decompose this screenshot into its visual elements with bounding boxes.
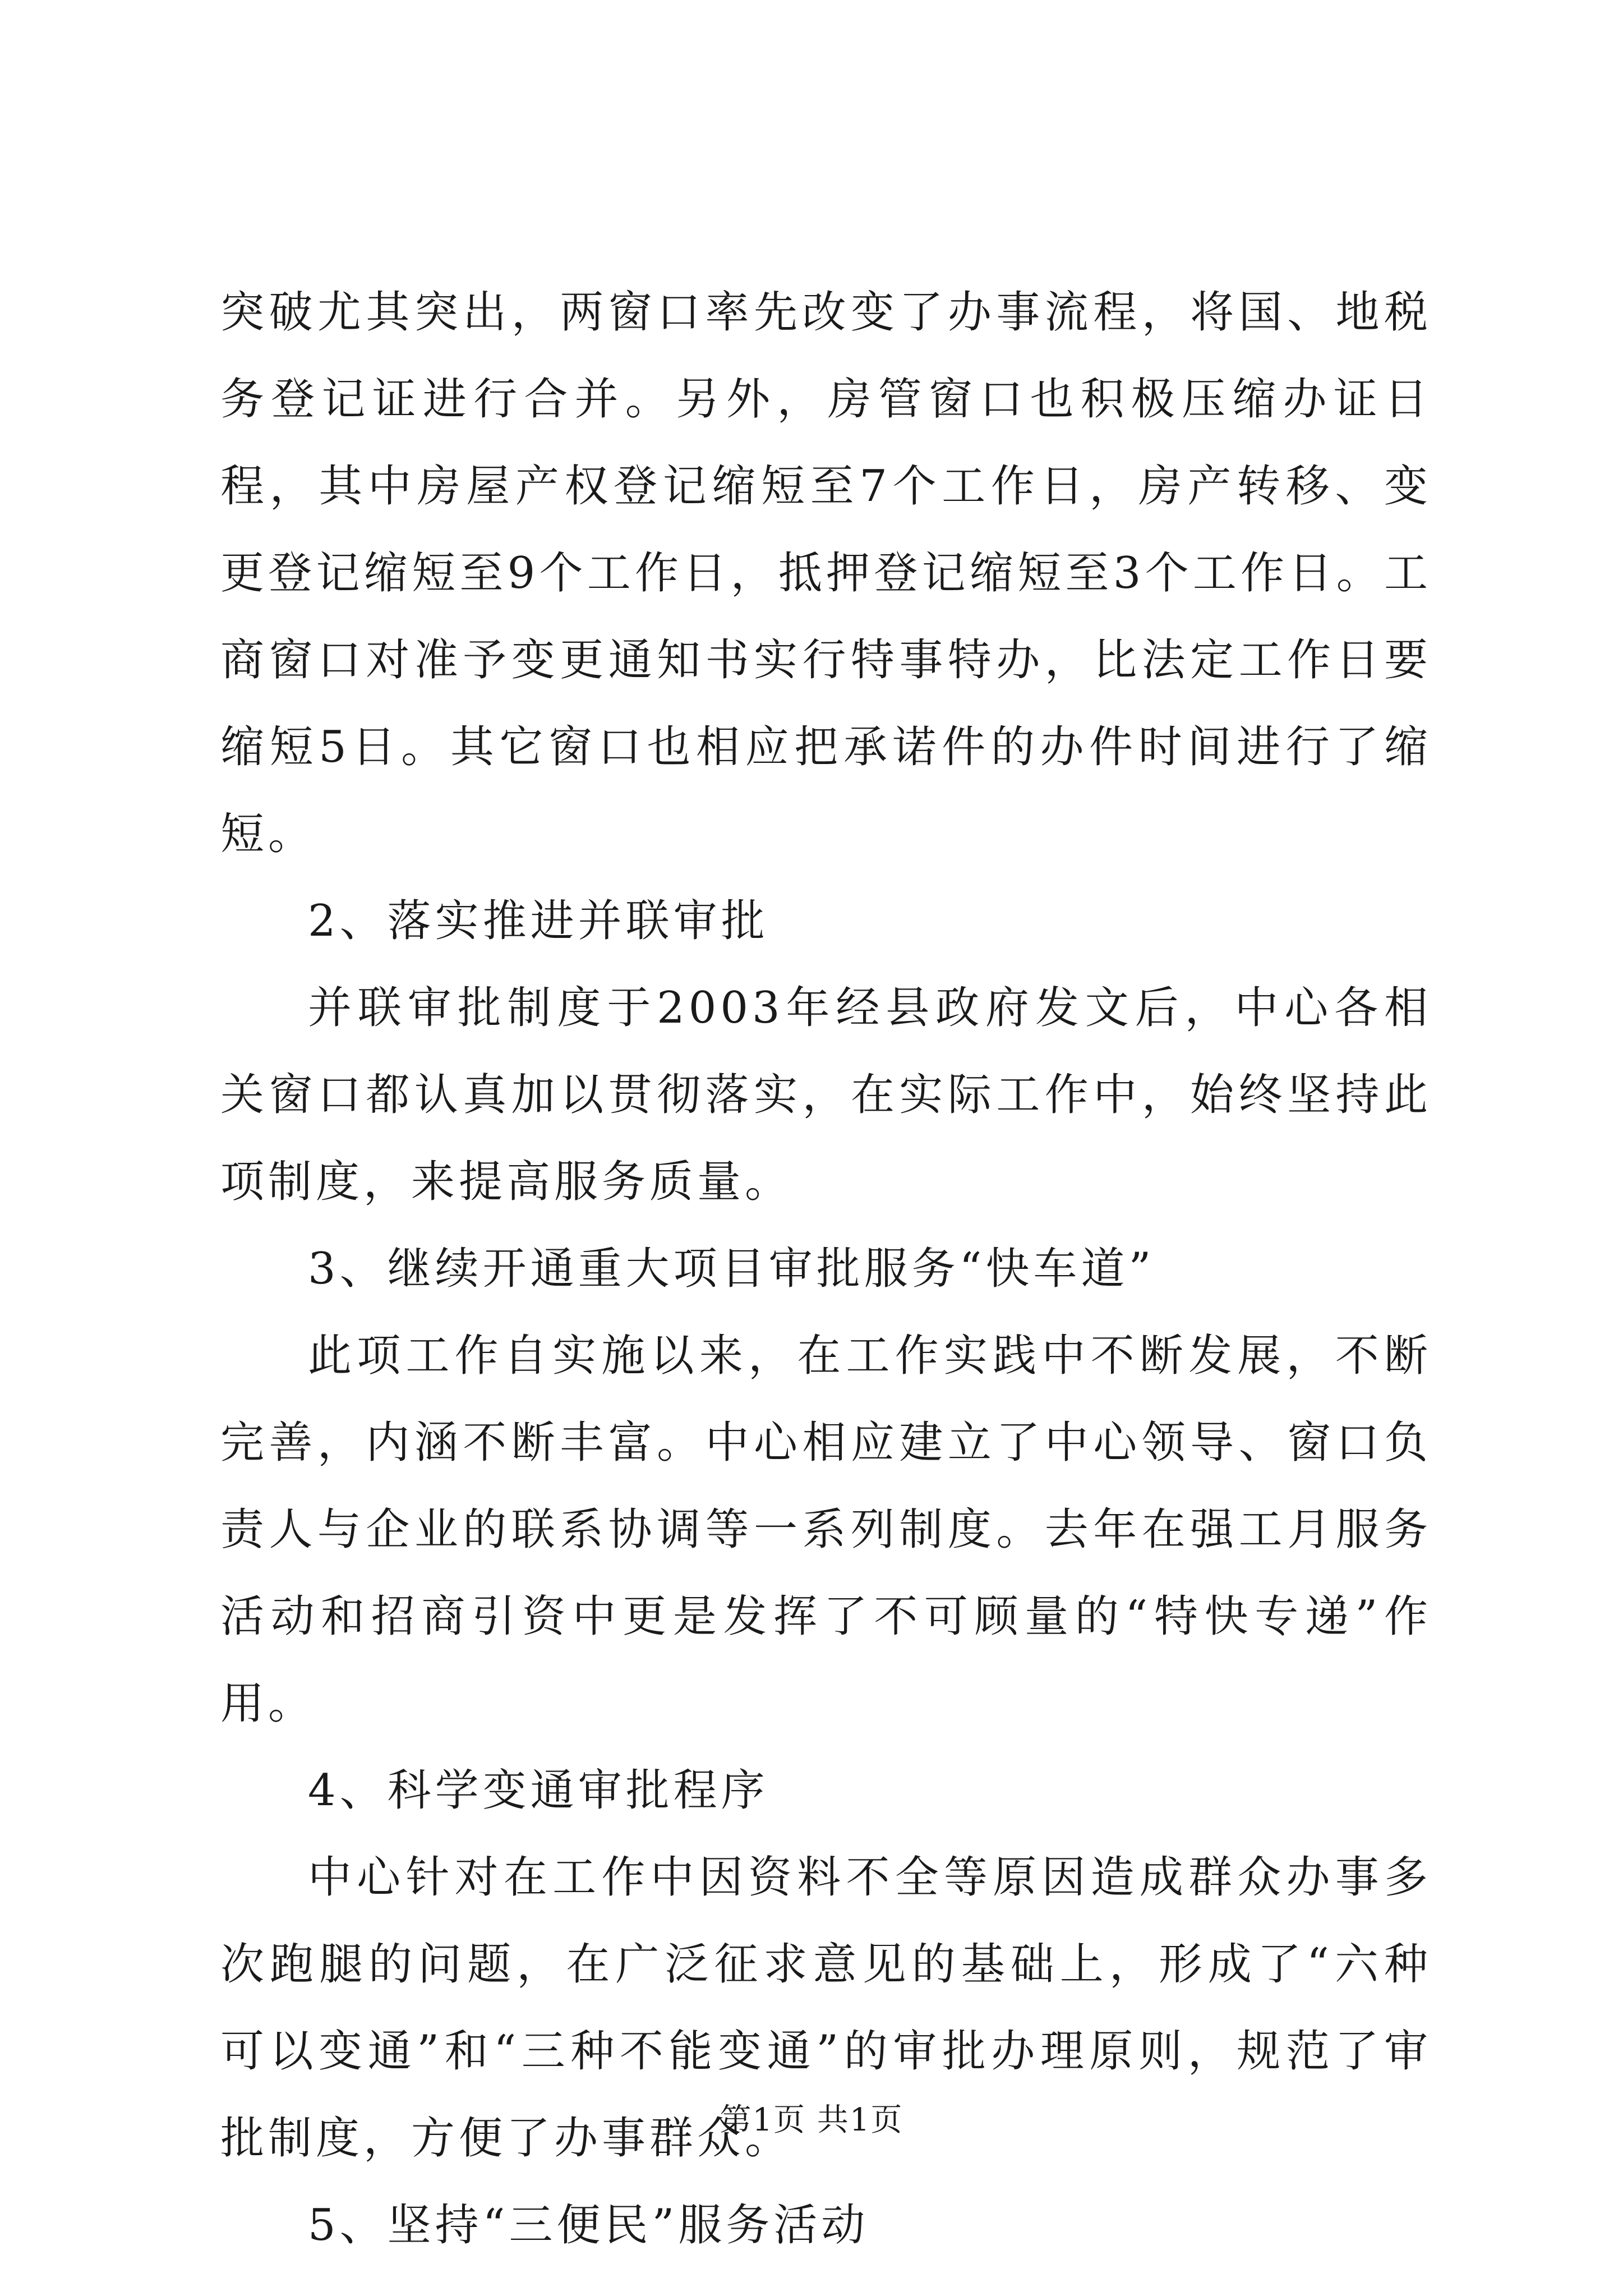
section-heading-3: 3、继续开通重大项目审批服务“快车道” bbox=[308, 1244, 1155, 1294]
section-heading-5: 5、坚持“三便民”服务活动 bbox=[308, 2200, 869, 2251]
page-footer: 第1页 共1页 bbox=[720, 2102, 903, 2138]
section-heading-4: 4、科学变通审批程序 bbox=[308, 1765, 769, 1816]
section-heading-2: 2、落实推进并联审批 bbox=[308, 896, 769, 946]
paragraph-continuation: 突破尤其突出，两窗口率先改变了办事流程，将国、地税务登记证进行合并。另外，房管窗口也积极压缩办证日程，其中房屋产权登记缩短至7个工作日，房产转移、变更登记缩短至9个工作日，抵押登记缩短至3个工作日。工商窗口对准予变更通知书实行特事特办，比法定工作日要缩短5日。其它窗口也相应把承诺件的办件时间进行了缩短。 bbox=[220, 287, 1432, 859]
paragraph-parallel-approval: 并联审批制度于2003年经县政府发文后，中心各相关窗口都认真加以贯彻落实，在实际工作中，始终坚持此项制度，来提高服务质量。 bbox=[220, 983, 1432, 1207]
document-body bbox=[220, 269, 1432, 2269]
paragraph-flexible-procedure: 中心针对在工作中因资料不全等原因造成群众办事多次跑腿的问题，在广泛征求意见的基础上，形成了“六种可以变通”和“三种不能变通”的审批办理原则，规范了审批制度，方便了办事群众。 bbox=[220, 1852, 1432, 2164]
paragraph-fast-lane: 此项工作自实施以来，在工作实践中不断发展，不断完善，内涵不断丰富。中心相应建立了中心领导、窗口负责人与企业的联系协调等一系列制度。去年在强工月服务活动和招商引资中更是发挥了不可顾量的“特快专递”作用。 bbox=[220, 1331, 1432, 1729]
